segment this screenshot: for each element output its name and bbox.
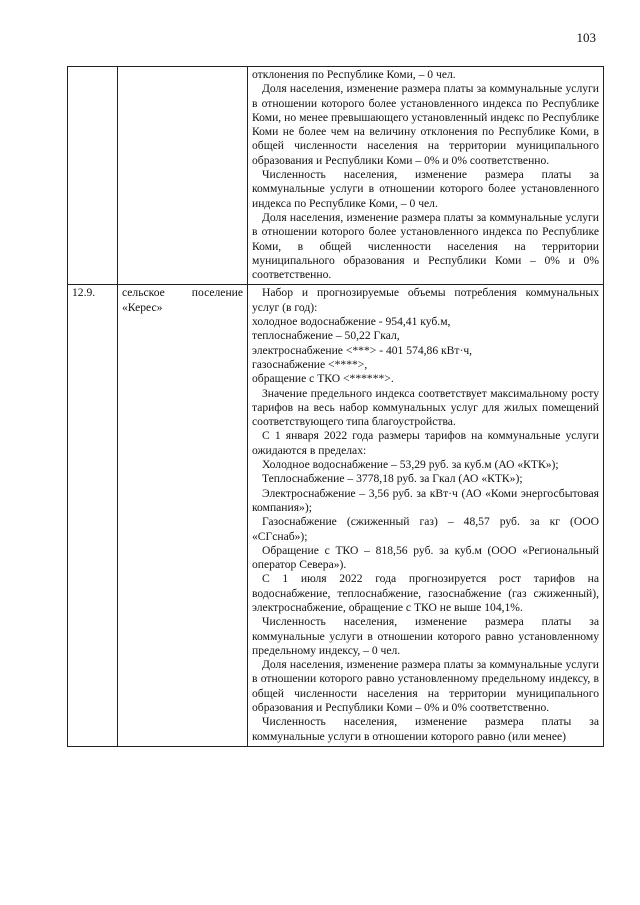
paragraph: Доля населения, изменение размера платы за коммунальные услуги в отношении которого равно установленному предельному индексу, в общей численности населения на территории муниципального образования и Республики Коми – 0% и 0% соответственно.: [252, 658, 599, 715]
paragraph: Обращение с ТКО – 818,56 руб. за куб.м (ООО «Региональный оператор Севера»).: [252, 543, 599, 572]
table-row-12-9: [68, 285, 604, 747]
settlement-cell: сельское поселение «Керес»: [118, 285, 248, 747]
paragraph: отклонения по Республике Коми, – 0 чел.: [252, 68, 456, 81]
paragraph: Доля населения, изменение размера платы за коммунальные услуги в отношении которого более установленного индекса по Республике Коми, но менее превышающего установленный индекс по Республике Коми не более чем на величину отклонения по Республике Коми, в общей численности населения на территории муниципального образования и Республики Коми – 0% и 0% соответственно.: [252, 82, 599, 167]
paragraph: Численность населения, изменение размера платы за коммунальные услуги в отношении которого равно установленному предельному индексу, – 0 чел.: [252, 615, 599, 657]
paragraph: теплоснабжение – 50,22 Гкал,: [252, 329, 400, 343]
paragraph: Электроснабжение – 3,56 руб. за кВт·ч (АО «Коми энергосбытовая компания»);: [252, 486, 599, 514]
paragraph: Численность населения, изменение размера платы за коммунальные услуги в отношении которого более установленного индекса по Республике Коми, – 0 чел.: [252, 168, 599, 210]
row-number-cell: 12.9.: [68, 285, 118, 747]
paragraph: Газоснабжение (сжиженный газ) – 48,57 руб. за кг (ООО «СГснаб»);: [252, 515, 599, 543]
paragraph: Холодное водоснабжение – 53,29 руб. за куб.м (АО «КТК»);: [262, 458, 559, 472]
paragraph: Значение предельного индекса соответствует максимальному росту тарифов на весь набор коммунальных услуг для жилых помещений соответствующего типа благоустройства.: [252, 386, 599, 429]
paragraph: Доля населения, изменение размера платы за коммунальные услуги в отношении которого более установленного индекса по Республике Коми, в общей численности населения на территории муниципального образования и Республики Коми – 0% и 0% соответственно.: [252, 210, 599, 282]
paragraph: Набор и прогнозируемые объемы потребления коммунальных услуг (в год):: [252, 286, 599, 314]
page-number: 103: [576, 30, 596, 45]
paragraph: С 1 января 2022 года размеры тарифов на коммунальные услуги ожидаются в пределах:: [252, 429, 599, 457]
paragraph: С 1 июля 2022 года прогнозируется рост тарифов на водоснабжение, теплоснабжение, газоснабжение (газ сжиженный), электроснабжение, обращение с ТКО не выше 104,1%.: [252, 572, 599, 614]
settlement-cell: [118, 67, 248, 285]
table-row-continued: [68, 67, 604, 285]
description-cell: [248, 285, 604, 747]
description-cell: [248, 67, 604, 285]
paragraph: электроснабжение <***> - 401 574,86 кВт·ч,: [252, 343, 473, 357]
paragraph: газоснабжение <****>,: [252, 357, 368, 371]
paragraph: холодное водоснабжение - 954,41 куб.м,: [252, 315, 451, 329]
paragraph: обращение с ТКО <******>.: [252, 372, 394, 386]
document-table: [67, 66, 604, 747]
paragraph: Численность населения, изменение размера платы за коммунальные услуги в отношении которого равно (или менее): [252, 715, 599, 743]
row-number-cell: [68, 67, 118, 285]
paragraph: Теплоснабжение – 3778,18 руб. за Гкал (АО «КТК»);: [262, 472, 523, 486]
